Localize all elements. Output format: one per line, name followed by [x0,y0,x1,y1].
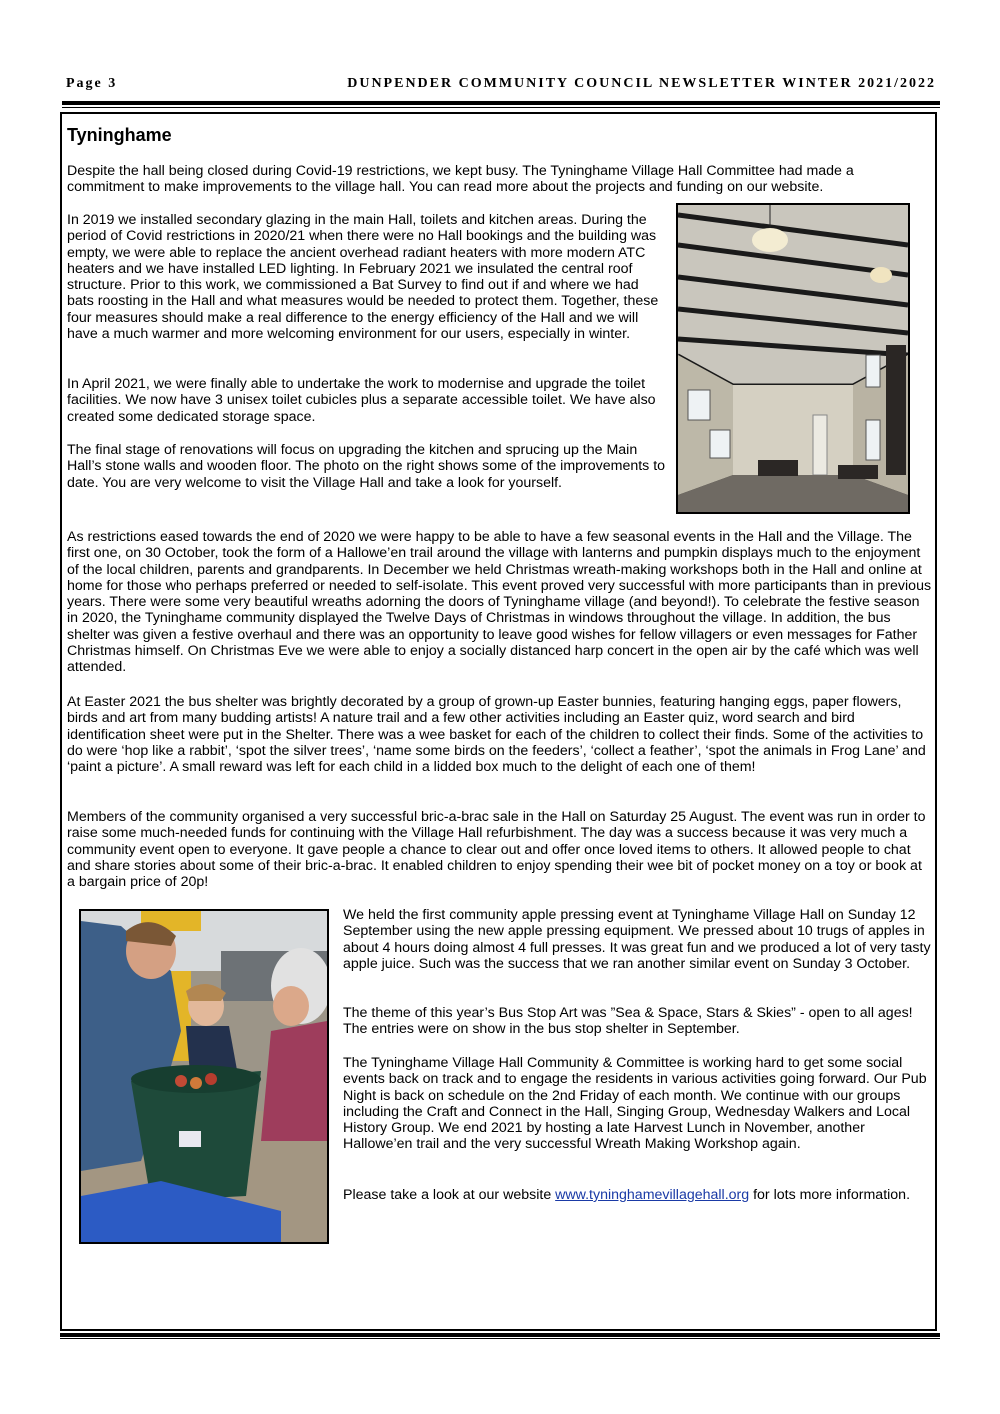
header-rule-thick [62,101,940,105]
paragraph-website [343,1187,935,1203]
website-link[interactable]: www.tyninghamevillagehall.org [555,1187,750,1203]
website-text-before: Please take a look at our website [343,1187,556,1203]
paragraph-improvements: In 2019 we installed secondary glazing in the main Hall, toilets and kitchen areas. During the period of Covid restrictions in 2020/21 when there were no Hall bookings and the building was empty, we were able to replace the ancient overhead radiant heaters with more modern ATC heaters and we have installed LED lighting. In February 2021 we insulated the central roof structure. Prior to this work, we commissioned a Bat Survey to find out if and where we had bats roosting in the Hall and what measures would be needed to protect them. Together, these four measures should make a real difference to the energy efficiency of the Hall and we will have a much warmer and more welcoming environment for our users, especially in winter. [67,212,659,343]
paragraph-seasonal-events: As restrictions eased towards the end of 2020 we were happy to be able to have a few seasonal events in the Hall and the Village. The first one, on 30 October, took the form of a Hallowe’en trail around the village with lanterns and pumpkin displays much to the enjoyment of the local children, parents and grandparents. In December we held Christmas wreath-making workshops both in the Hall and online at home for those who perhaps preferred or needed to self-isolate. This event proved very successful with more participants than in previous years. There were some very beautiful wreaths adorning the doors of Tyninghame village (and beyond!). To celebrate the festive season in 2020, the Tyninghame community displayed the Twelve Days of Christmas in windows throughout the village. In addition, the bus shelter was given a festive overhaul and there was an opportunity to leave good wishes for fellow villagers or even messages for Father Christmas himself. On Christmas Eve we were able to enjoy a socially distanced harp concert in the open air by the café which was well attended. [67,529,932,676]
paragraph-bus-stop-art: The theme of this year’s Bus Stop Art was ”Sea & Space, Stars & Skies” - open to all ages! The entries were on show in the bus stop shelter in September. [343,1005,913,1038]
footer-rule-thin [60,1338,940,1339]
paragraph-easter: At Easter 2021 the bus shelter was brightly decorated by a group of grown-up Easter bunnies, featuring hanging eggs, paper flowers, birds and art from many budding artists! A nature trail and a few other activities including an Easter quiz, word search and bird identification sheet were put in the Shelter. There was a wee basket for each of the children to collect their finds. Some of the activities to do were ‘hop like a rabbit’, ‘spot the silver trees’, ‘name some birds on the feeders’, ‘collect a feather’, ‘spot the animals in Frog Lane’ and ‘paint a picture’. A small reward was left for each child in a lidded box much to the delight of each one of them! [67,694,926,776]
village-hall-interior-photo [676,203,910,514]
footer-rule-thick [60,1333,940,1337]
page-number: Page 3 [66,76,118,91]
article-heading: Tyninghame [67,125,172,145]
newsletter-title: DUNPENDER COMMUNITY COUNCIL NEWSLETTER WINTER 2021/2022 [347,76,936,91]
paragraph-renovations: The final stage of renovations will focus on upgrading the kitchen and sprucing up the Main Hall’s stone walls and wooden floor. The photo on the right shows some of the improvements to date. You are very welcome to visit the Village Hall and take a look for yourself. [67,442,666,491]
website-text-after: for lots more information. [749,1187,911,1203]
page-header [66,76,936,96]
paragraph-bric-a-brac: Members of the community organised a very successful bric-a-brac sale in the Hall on Saturday 25 August. The event was run in order to raise some much-needed funds for continuing with the Village Hall refurbishment. The day was a success because it was very much a community event open to everyone. It gave people a chance to clear out and offer once loved items to others. It allowed people to chat and share stories about some of their bric-a-brac. It enabled children to enjoy spending their wee bit of pocket money on a toy or book at a bargain price of 20p! [67,809,926,891]
paragraph-apple-pressing: We held the first community apple pressing event at Tyninghame Village Hall on Sunday 12 September using the new apple pressing equipment. We pressed about 10 trugs of apples in about 4 hours doing almost 4 full presses. It was great fun and we produced a lot of very tasty apple juice. Such was the success that we ran another similar event on Sunday 3 October. [343,907,931,972]
apple-pressing-photo [79,909,329,1244]
paragraph-intro: Despite the hall being closed during Covid-19 restrictions, we kept busy. The Tyninghame Village Hall Committee had made a commitment to make improvements to the village hall. You can read more about the projects and funding on our website. [67,163,854,196]
paragraph-community-events: The Tyninghame Village Hall Community & Committee is working hard to get some social events back on track and to engage the residents in various activities going forward. Our Pub Night is back on schedule on the 2nd Friday of each month. We continue with our groups including the Craft and Connect in the Hall, Singing Group, Wednesday Walkers and Local History Group. We end 2021 by hosting a late Harvest Lunch in November, another Hallowe’en trail and the very successful Wreath Making Workshop again. [343,1055,927,1153]
paragraph-toilets: In April 2021, we were finally able to undertake the work to modernise and upgrade the toilet facilities. We now have 3 unisex toilet cubicles plus a separate accessible toilet. We have also created some dedicated storage space. [67,376,656,425]
header-rule-thin [62,107,940,108]
